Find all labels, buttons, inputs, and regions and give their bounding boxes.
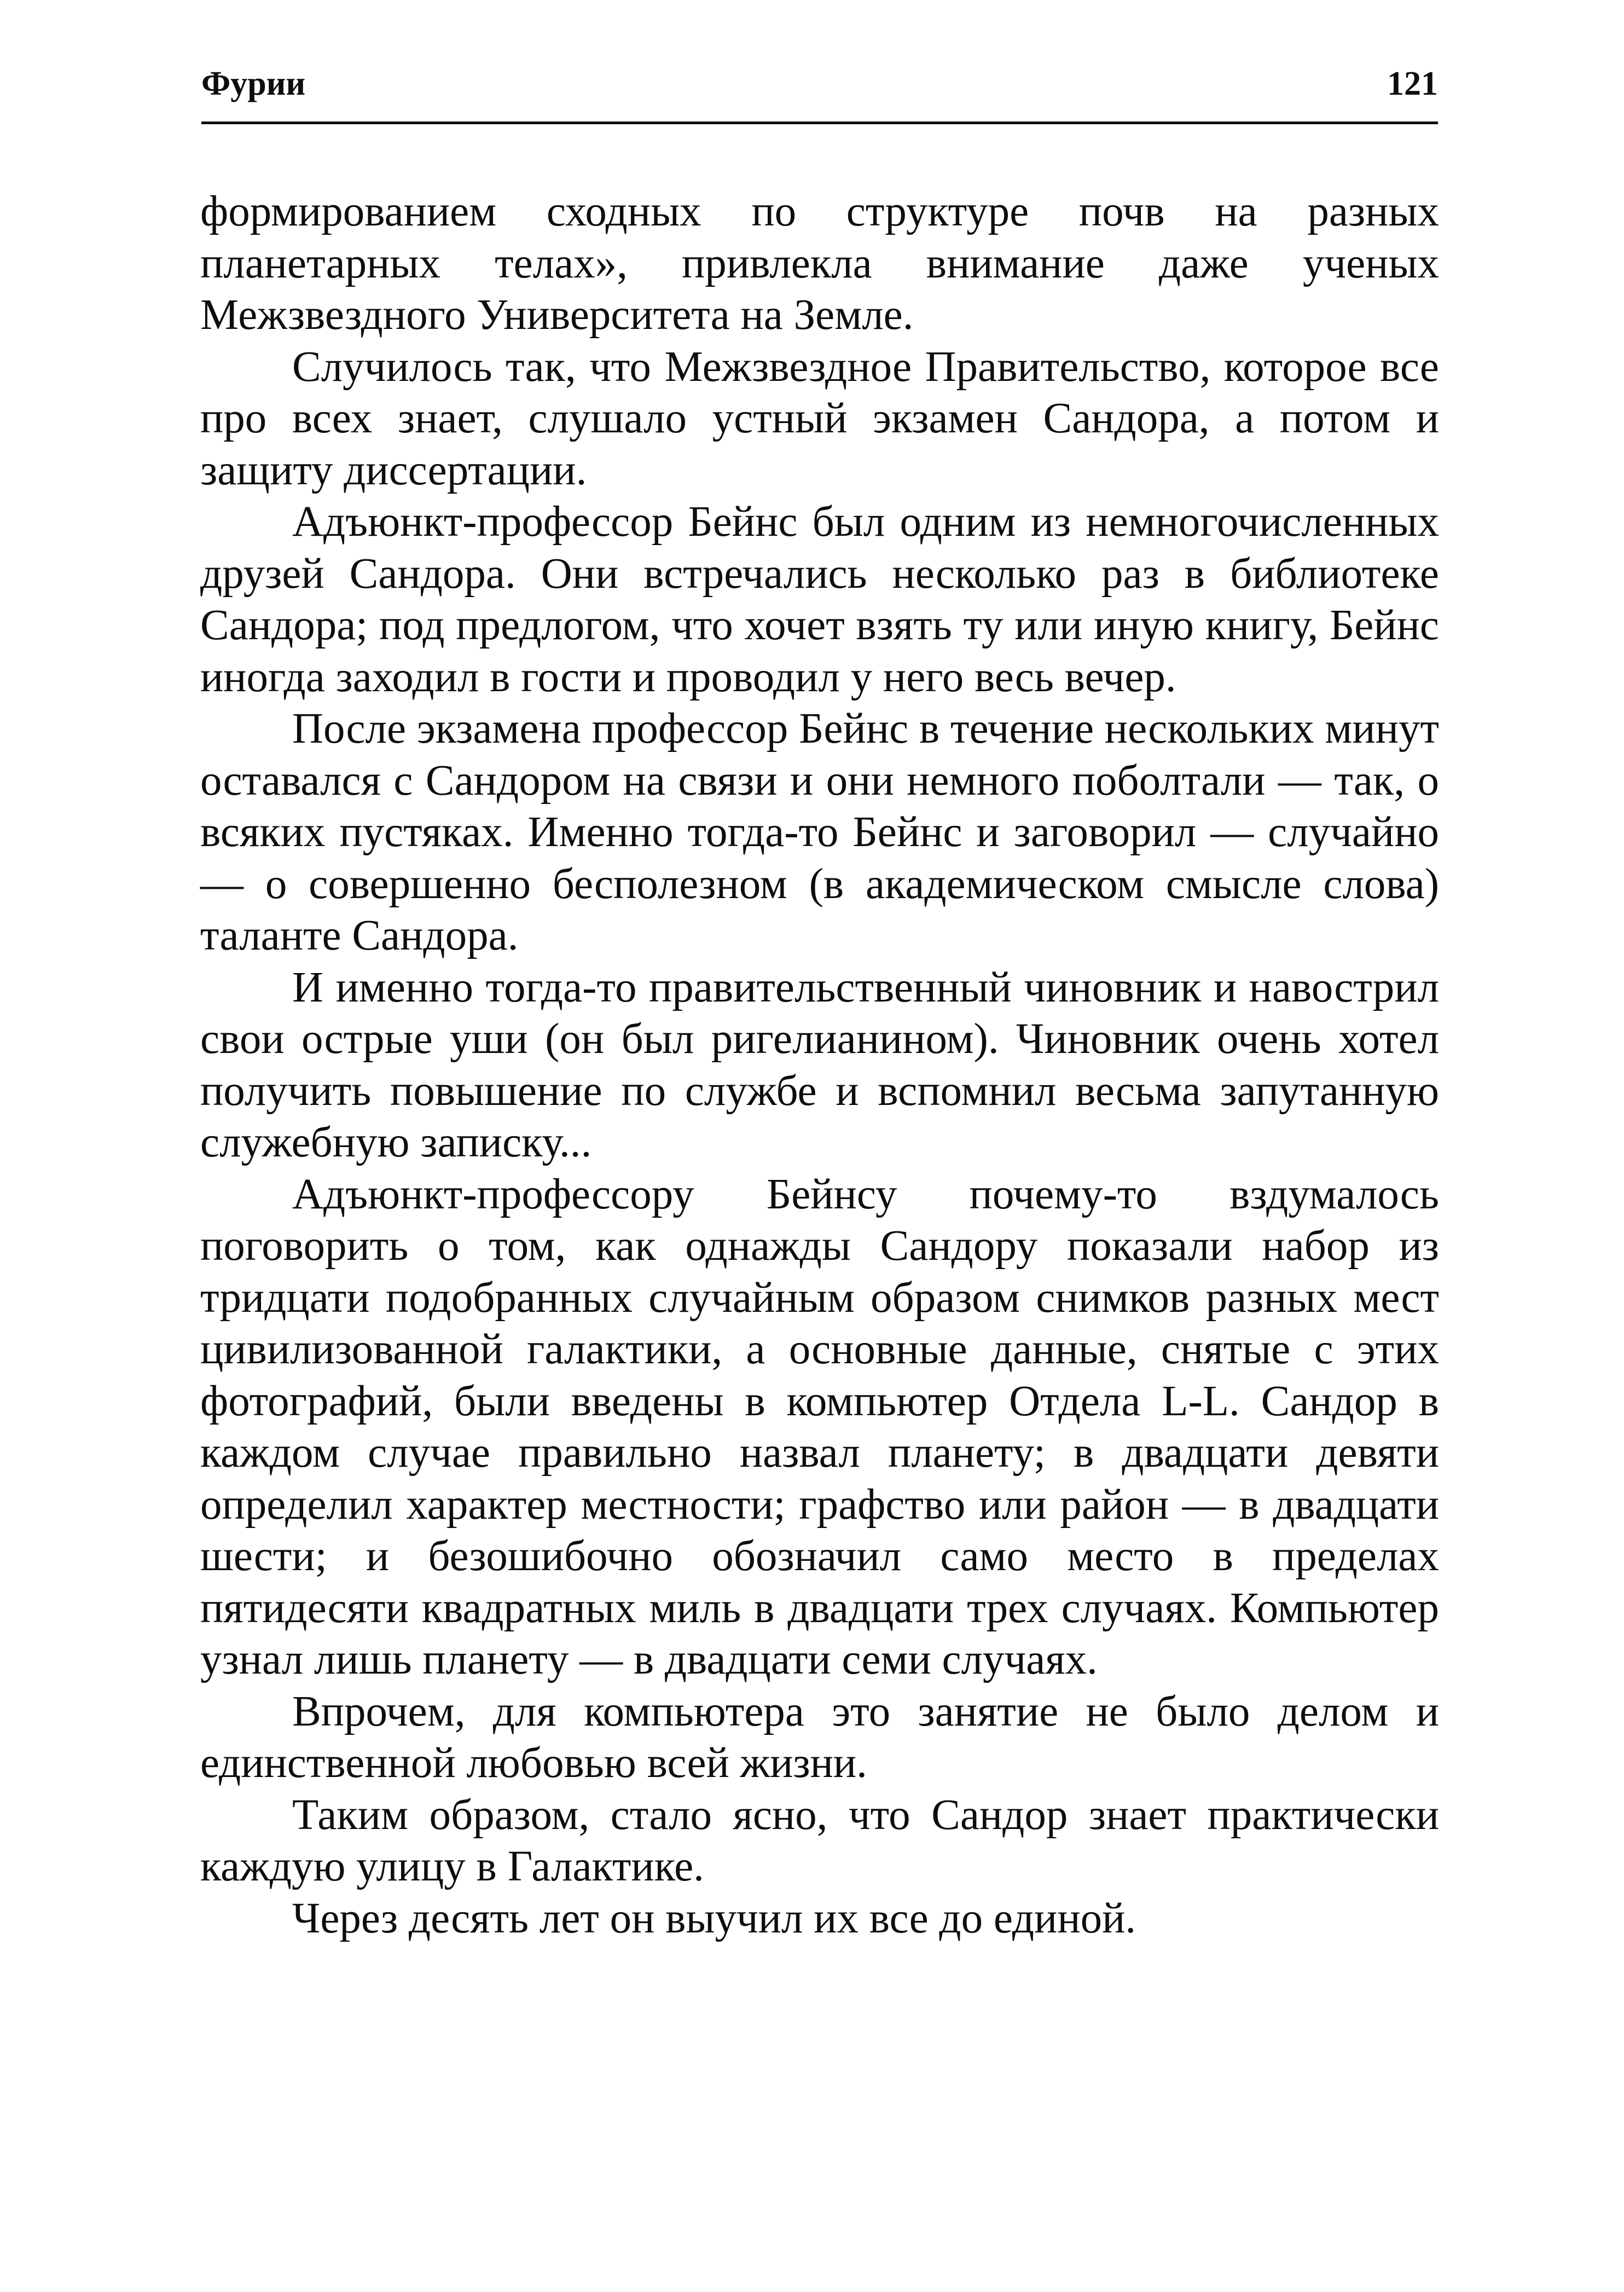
running-head: [201, 59, 1438, 119]
page-number: 121: [1387, 65, 1438, 102]
paragraph: Адъюнкт-профессор Бейнс был одним из немногочисленных друзей Сандора. Они встречались несколько раз в библиотеке Сандора; под предлогом, что хочет взять ту или иную книгу, Бейнс иногда заходил в гости и проводил у него весь вечер.: [200, 498, 1439, 701]
paragraph-continued: формированием сходных по структуре почв на разных планетарных телах», привлекла внимание даже ученых Межзвездного Университета на Земле.: [200, 188, 1439, 339]
paragraph: Случилось так, что Межзвездное Правительство, которое все про всех знает, слушало устный экзамен Сандора, а потом и защиту диссертации.: [200, 343, 1439, 494]
header-rule: [201, 121, 1438, 124]
paragraph: И именно тогда-то правительственный чиновник и навострил свои острые уши (он был ригелианином). Чиновник очень хотел получить повышение по службе и вспомнил весьма запутанную служебную записку...: [200, 963, 1439, 1166]
paragraph: Впрочем, для компьютера это занятие не было делом и единственной любовью всей жизни.: [200, 1687, 1439, 1787]
paragraph: Адъюнкт-профессору Бейнсу почему-то вздумалось поговорить о том, как однажды Сандору показали набор из тридцати подобранных случайным образом снимков разных мест цивилизованной галактики, а основные данные, снятые с этих фотографий, были введены в компьютер Отдела L-L. Сандор в каждом случае правильно назвал планету; в двадцати девяти определил характер местности; графство или район — в двадцати шести; и безошибочно обозначил само место в пределах пятидесяти квадратных миль в двадцати трех случаях. Компьютер узнал лишь планету — в двадцати семи случаях.: [200, 1170, 1439, 1683]
paragraph: Через десять лет он выучил их все до единой.: [292, 1894, 1136, 1942]
running-title: Фурии: [201, 65, 306, 102]
paragraph: Таким образом, стало ясно, что Сандор знает практически каждую улицу в Галактике.: [200, 1791, 1439, 1890]
body-text: [200, 186, 1439, 1944]
paragraph: После экзамена профессор Бейнс в течение нескольких минут оставался с Сандором на связи и они немного поболтали — так, о всяких пустяках. Именно тогда-то Бейнс и заговорил — случайно — о совершенно бесполезном (в академическом смысле слова) таланте Сандора.: [200, 705, 1439, 959]
